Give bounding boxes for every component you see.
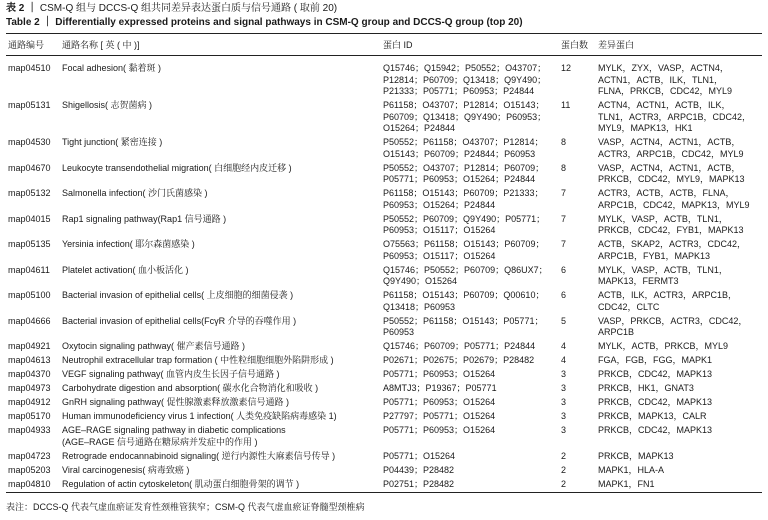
pathway-id-cell: map04670 bbox=[8, 162, 51, 173]
pathway-name-cell: Platelet activation( 血小板活化 ) bbox=[62, 264, 189, 275]
protein-count-cell: 3 bbox=[561, 397, 567, 407]
protein-count-cell: 7 bbox=[561, 213, 567, 224]
pathway-id-cell: map05131 bbox=[8, 100, 51, 110]
proteins-cell: MYLK，ZYX，VASP，ACTN4， ACTN1，ACTB，ILK，TLN1， FLNA，PRKCB，CDC42，MYL9 bbox=[598, 63, 733, 96]
table-row bbox=[6, 187, 762, 213]
proteins-cell: PRKCB，MAPK13 bbox=[598, 450, 674, 461]
pathway-id-cell: map04530 bbox=[8, 137, 51, 147]
protein-count-cell: 8 bbox=[561, 162, 567, 173]
protein-count-cell: 4 bbox=[561, 341, 567, 351]
proteins-cell: PRKCB，CDC42，MAPK13 bbox=[598, 425, 713, 435]
pathway-name-cell: Regulation of actin cytoskeleton( 肌动蛋白细胞骨架的调节 ) bbox=[62, 478, 300, 489]
pathway-id-cell: map04921 bbox=[8, 341, 51, 351]
table-caption-cn: CSM-Q 组与 DCCS-Q 组共同差异表达蛋白质与信号通路 ( 取前 20) bbox=[39, 3, 338, 14]
protein-ids-cell: Q15746；P60709；P05771；P24844 bbox=[383, 341, 536, 351]
proteins-cell: MAPK1，FN1 bbox=[598, 478, 655, 489]
table-caption-en: Differentially expressed proteins and signal pathways in CSM-Q group and DCCS-Q group (top 20) bbox=[55, 17, 523, 28]
protein-count-cell: 7 bbox=[561, 188, 567, 198]
table-row bbox=[6, 238, 762, 264]
pathway-id-cell: map05100 bbox=[8, 290, 51, 300]
proteins-cell: MAPK1，HLA-A bbox=[598, 464, 665, 475]
pathway-id-cell: map04666 bbox=[8, 315, 51, 326]
protein-count-cell: 6 bbox=[561, 290, 567, 300]
table-row bbox=[6, 99, 762, 136]
pathway-id-cell: map04015 bbox=[8, 213, 51, 224]
protein-ids-cell: P50552；O43707；P12814；P60709； P05771；P60953；O15264；P24844 bbox=[383, 162, 545, 184]
proteins-cell: ACTN4，ACTN1，ACTB，ILK， TLN1，ACTR3，ARPC1B，CDC42， MYL9，MAPK13，HK1 bbox=[598, 100, 752, 133]
protein-count-cell: 11 bbox=[561, 100, 571, 110]
protein-ids-cell: P50552；P60709；Q9Y490；P05771； P60953；O15117；O15264 bbox=[383, 213, 546, 235]
pathway-name-cell: GnRH signaling pathway( 促性腺激素释放激素信号通路 ) bbox=[62, 397, 290, 407]
proteins-cell: MYLK，ACTB，PRKCB，MYL9 bbox=[598, 341, 729, 351]
pathway-id-cell: map05203 bbox=[8, 464, 51, 475]
proteins-cell: VASP，ACTN4，ACTN1，ACTB， PRKCB，CDC42，MYL9，MAPK13 bbox=[598, 162, 745, 184]
pathway-name-cell: Yersinia infection( 耶尔森菌感染 ) bbox=[62, 239, 195, 249]
column-header-protein-count: 蛋白数 bbox=[559, 34, 596, 56]
pathway-name-cell: Human immunodeficiency virus 1 infection( 人类免疫缺陷病毒感染 1) bbox=[62, 411, 337, 421]
pathway-id-cell: map05170 bbox=[8, 411, 51, 421]
protein-count-cell: 4 bbox=[561, 355, 567, 365]
proteins-cell: MYLK，VASP，ACTB，TLN1， MAPK13，FERMT3 bbox=[598, 264, 728, 286]
table-row bbox=[6, 315, 762, 341]
table-row bbox=[6, 264, 762, 290]
table-row bbox=[6, 368, 762, 382]
proteins-cell: VASP，PRKCB，ACTR3，CDC42， ARPC1B bbox=[598, 315, 748, 337]
table-row bbox=[6, 340, 762, 354]
pathway-name-cell: Retrograde endocannabinoid signaling( 逆行内源性大麻素信号传导 ) bbox=[62, 450, 336, 461]
protein-count-cell: 2 bbox=[561, 478, 567, 489]
table-row bbox=[6, 55, 762, 99]
table-row bbox=[6, 450, 762, 464]
protein-count-cell: 6 bbox=[561, 264, 567, 275]
protein-count-cell: 7 bbox=[561, 239, 567, 249]
table-title-en-line bbox=[6, 16, 523, 30]
table-row bbox=[6, 424, 762, 450]
table-note: 表注：DCCS-Q 代表气虚血瘀证发育性颈椎管狭窄；CSM-Q 代表气虚血瘀证脊髓型颈椎病 bbox=[6, 502, 365, 512]
pathway-name-cell: Oxytocin signaling pathway( 催产素信号通路 ) bbox=[62, 341, 246, 351]
table-header-row bbox=[6, 34, 762, 56]
pathway-name-cell: Tight junction( 紧密连接 ) bbox=[62, 137, 163, 147]
proteins-cell: PRKCB，CDC42，MAPK13 bbox=[598, 397, 713, 407]
proteins-cell: PRKCB，HK1，GNAT3 bbox=[598, 383, 694, 393]
protein-ids-cell: P04439；P28482 bbox=[383, 464, 455, 475]
table-row bbox=[6, 396, 762, 410]
protein-count-cell: 3 bbox=[561, 425, 567, 435]
table-row bbox=[6, 162, 762, 188]
protein-ids-cell: P61158；O15143；P60709；P21333； P60953；O15264；P24844 bbox=[383, 188, 544, 210]
protein-count-cell: 2 bbox=[561, 450, 567, 461]
pathway-id-cell: map04810 bbox=[8, 478, 51, 489]
protein-ids-cell: P05771；P60953；O15264 bbox=[383, 397, 496, 407]
protein-ids-cell: P50552；P61158；O15143；P05771； P60953 bbox=[383, 315, 544, 337]
table-row bbox=[6, 354, 762, 368]
column-header-protein-ids: 蛋白 ID bbox=[381, 34, 559, 56]
title-separator-en: ｜ bbox=[42, 17, 53, 28]
pathway-id-cell: map04370 bbox=[8, 369, 51, 379]
pathway-id-cell: map05132 bbox=[8, 188, 51, 198]
pathway-name-cell: Focal adhesion( 黏着斑 ) bbox=[62, 63, 162, 73]
protein-ids-cell: Q15746；Q15942；P50552；O43707； P12814；P60709；Q13418；Q9Y490； P21333；P05771；P60953；P24844 bbox=[383, 63, 547, 96]
pathway-name-cell: Neutrophil extracellular trap formation ( 中性粒细胞细胞外陷阱形成 ) bbox=[62, 355, 334, 365]
proteins-cell: ACTR3，ACTB，ACTB，FLNA， ARPC1B，CDC42，MAPK13，MYL9 bbox=[598, 188, 750, 210]
table-title-cn-line bbox=[6, 2, 523, 16]
pathway-name-cell: Bacterial invasion of epithelial cells( 上皮细胞的细菌侵袭 ) bbox=[62, 290, 294, 300]
protein-ids-cell: P02751；P28482 bbox=[383, 478, 455, 489]
protein-ids-cell: P61158；O15143；P60709；Q00610； Q13418；P60953 bbox=[383, 290, 545, 312]
pathway-id-cell: map04613 bbox=[8, 355, 51, 365]
pathway-id-cell: map04973 bbox=[8, 383, 51, 393]
table-label-en: Table 2 bbox=[6, 17, 40, 28]
pathway-id-cell: map05135 bbox=[8, 239, 51, 249]
table-label-cn: 表 2 bbox=[6, 3, 25, 14]
proteins-cell: PRKCB，CDC42，MAPK13 bbox=[598, 369, 713, 379]
pathway-name-cell: AGE–RAGE signaling pathway in diabetic complications (AGE–RAGE 信号通路在糖尿病并发症中的作用 ) bbox=[62, 425, 286, 447]
protein-count-cell: 8 bbox=[561, 137, 567, 147]
protein-count-cell: 3 bbox=[561, 411, 567, 421]
pathway-name-cell: Bacterial invasion of epithelial cells(FcγR 介导的吞噬作用 ) bbox=[62, 315, 297, 326]
pathway-id-cell: map04933 bbox=[8, 425, 51, 435]
column-header-pathway-name: 通路名称 [ 英 ( 中 )] bbox=[60, 34, 381, 56]
pathway-name-cell: VEGF signaling pathway( 血管内皮生长因子信号通路 ) bbox=[62, 369, 280, 379]
protein-ids-cell: P27797；P05771；O15264 bbox=[383, 411, 496, 421]
pathway-table bbox=[6, 33, 762, 493]
pathway-id-cell: map04912 bbox=[8, 397, 51, 407]
table-row bbox=[6, 410, 762, 424]
protein-ids-cell: P50552；P61158；O43707；P12814； O15143；P60709；P24844；P60953 bbox=[383, 137, 544, 159]
title-separator-cn: ｜ bbox=[27, 3, 38, 14]
protein-ids-cell: P05771；P60953；O15264 bbox=[383, 369, 496, 379]
pathway-id-cell: map04611 bbox=[8, 264, 50, 275]
pathway-name-cell: Carbohydrate digestion and absorption( 碳水化合物消化和吸收 ) bbox=[62, 383, 319, 393]
proteins-cell: PRKCB，MAPK13，CALR bbox=[598, 411, 707, 421]
protein-count-cell: 12 bbox=[561, 63, 572, 73]
protein-ids-cell: P05771；O15264 bbox=[383, 450, 456, 461]
protein-ids-cell: Q15746；P50552；P60709；Q86UX7； Q9Y490；O15264 bbox=[383, 264, 548, 286]
proteins-cell: ACTB，SKAP2，ACTR3，CDC42， ARPC1B，FYB1，MAPK13 bbox=[598, 239, 747, 261]
protein-count-cell: 3 bbox=[561, 369, 567, 379]
protein-count-cell: 3 bbox=[561, 383, 567, 393]
protein-ids-cell: P05771；P60953；O15264 bbox=[383, 425, 496, 435]
table-row bbox=[6, 213, 762, 239]
protein-count-cell: 5 bbox=[561, 315, 567, 326]
pathway-name-cell: Leukocyte transendothelial migration( 白细胞经内皮迁移 ) bbox=[62, 162, 292, 173]
proteins-cell: MYLK，VASP，ACTB，TLN1， PRKCB，CDC42，FYB1，MAPK13 bbox=[598, 213, 744, 235]
table-row bbox=[6, 478, 762, 493]
proteins-cell: ACTB，ILK，ACTR3，ARPC1B， CDC42，CLTC bbox=[598, 290, 738, 312]
table-row bbox=[6, 382, 762, 396]
table-row bbox=[6, 136, 762, 162]
protein-ids-cell: A8MTJ3；P19367；P05771 bbox=[383, 383, 497, 393]
protein-ids-cell: P02671；P02675；P02679；P28482 bbox=[383, 355, 535, 365]
pathway-name-cell: Salmonella infection( 沙门氏菌感染 ) bbox=[62, 188, 208, 198]
protein-count-cell: 2 bbox=[561, 464, 567, 475]
table-title bbox=[6, 2, 523, 30]
pathway-name-cell: Rap1 signaling pathway(Rap1 信号通路 ) bbox=[62, 213, 227, 224]
pathway-id-cell: map04510 bbox=[8, 63, 51, 73]
proteins-cell: VASP，ACTN4，ACTN1，ACTB， ACTR3，ARPC1B，CDC42，MYL9 bbox=[598, 137, 744, 159]
column-header-pathway-id: 通路编号 bbox=[6, 34, 60, 56]
table-row bbox=[6, 289, 762, 315]
protein-ids-cell: O75563；P61158；O15143；P60709； P60953；O15117；O15264 bbox=[383, 239, 545, 261]
table-row bbox=[6, 464, 762, 478]
pathway-name-cell: Viral carcinogenesis( 病毒致癌 ) bbox=[62, 464, 190, 475]
pathway-name-cell: Shigellosis( 志贺菌病 ) bbox=[62, 100, 153, 110]
column-header-proteins: 差异蛋白 bbox=[596, 34, 762, 56]
proteins-cell: FGA，FGB，FGG，MAPK1 bbox=[598, 355, 713, 365]
pathway-id-cell: map04723 bbox=[8, 450, 51, 461]
protein-ids-cell: P61158；O43707；P12814；O15143； P60709；Q13418；Q9Y490；P60953； O15264；P24844 bbox=[383, 100, 547, 133]
